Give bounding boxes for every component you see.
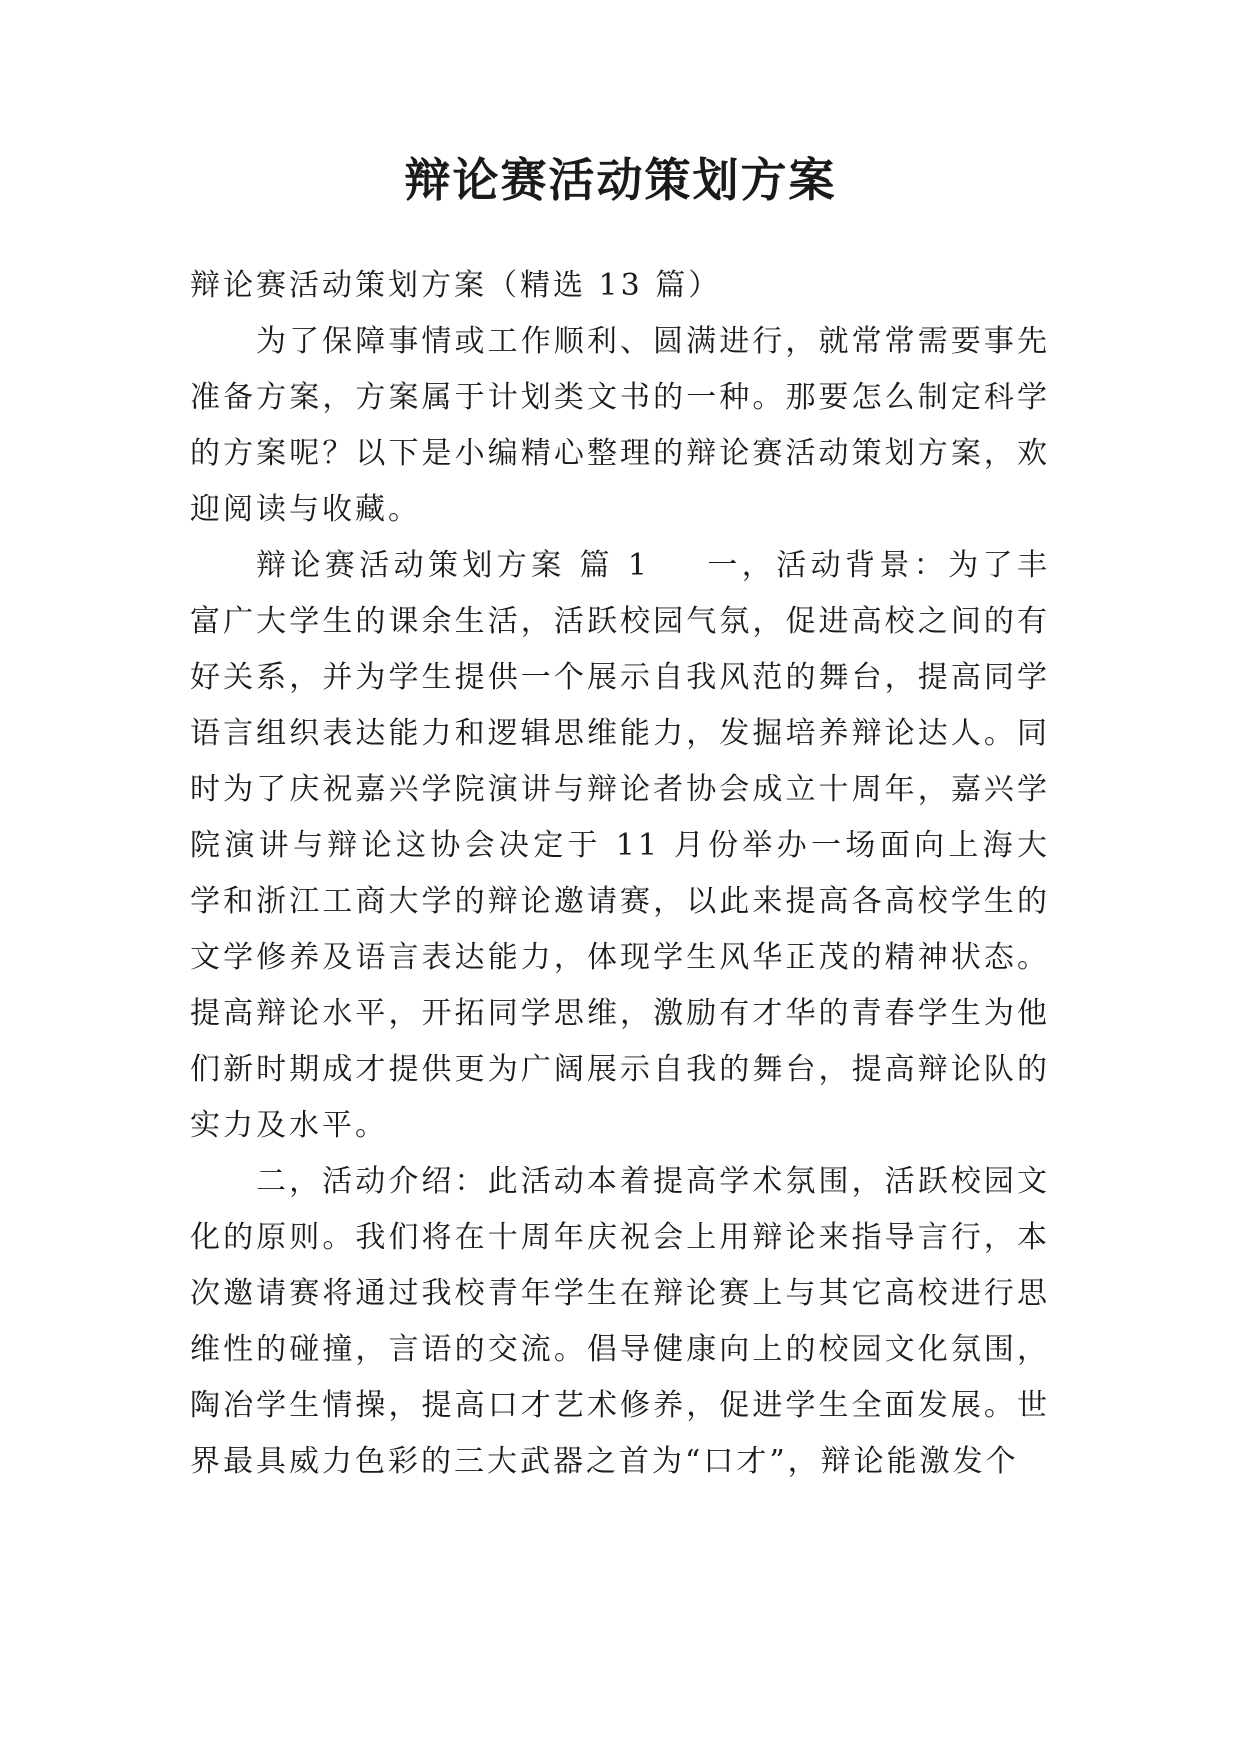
section-1-paragraph — [190, 538, 1050, 1154]
section-2-paragraph: 二，活动介绍：此活动本着提高学术氛围，活跃校园文化的原则。我们将在十周年庆祝会上用辩论来指导言行，本次邀请赛将通过我校青年学生在辩论赛上与其它高校进行思维性的碰撞，言语的交流。倡导健康向上的校园文化氛围，陶冶学生情操，提高口才艺术修养，促进学生全面发展。世界最具威力色彩的三大武器之首为“口才”，辩论能激发个 — [190, 1164, 1050, 1479]
section-1-text: 一，活动背景：为了丰富广大学生的课余生活，活跃校园气氛，促进高校之间的有好关系，并为学生提供一个展示自我风范的舞台，提高同学语言组织表达能力和逻辑思维能力，发掘培养辩论达人。同时为了庆祝嘉兴学院演讲与辩论者协会成立十周年，嘉兴学院演讲与辩论这协会决定于 11 月份举办一场面向上海大学和浙江工商大学的辩论邀请赛，以此来提高各高校学生的文学修养及语言表达能力，体现学生风华正茂的精神状态。提高辩论水平，开拓同学思维，激励有才华的青春学生为他们新时期成才提供更为广阔展示自我的舞台，提高辩论队的实力及水平。 — [190, 548, 1050, 1143]
intro-paragraph: 为了保障事情或工作顺利、圆满进行，就常常需要事先准备方案，方案属于计划类文书的一种。那要怎么制定科学的方案呢？以下是小编精心整理的辩论赛活动策划方案，欢迎阅读与收藏。 — [190, 324, 1050, 527]
document-subtitle: 辩论赛活动策划方案（精选 13 篇） — [190, 268, 722, 303]
document-title: 辩论赛活动策划方案 — [404, 153, 837, 207]
section-1-heading: 辩论赛活动策划方案 篇 1 — [256, 548, 650, 583]
document-body — [190, 258, 1050, 1490]
